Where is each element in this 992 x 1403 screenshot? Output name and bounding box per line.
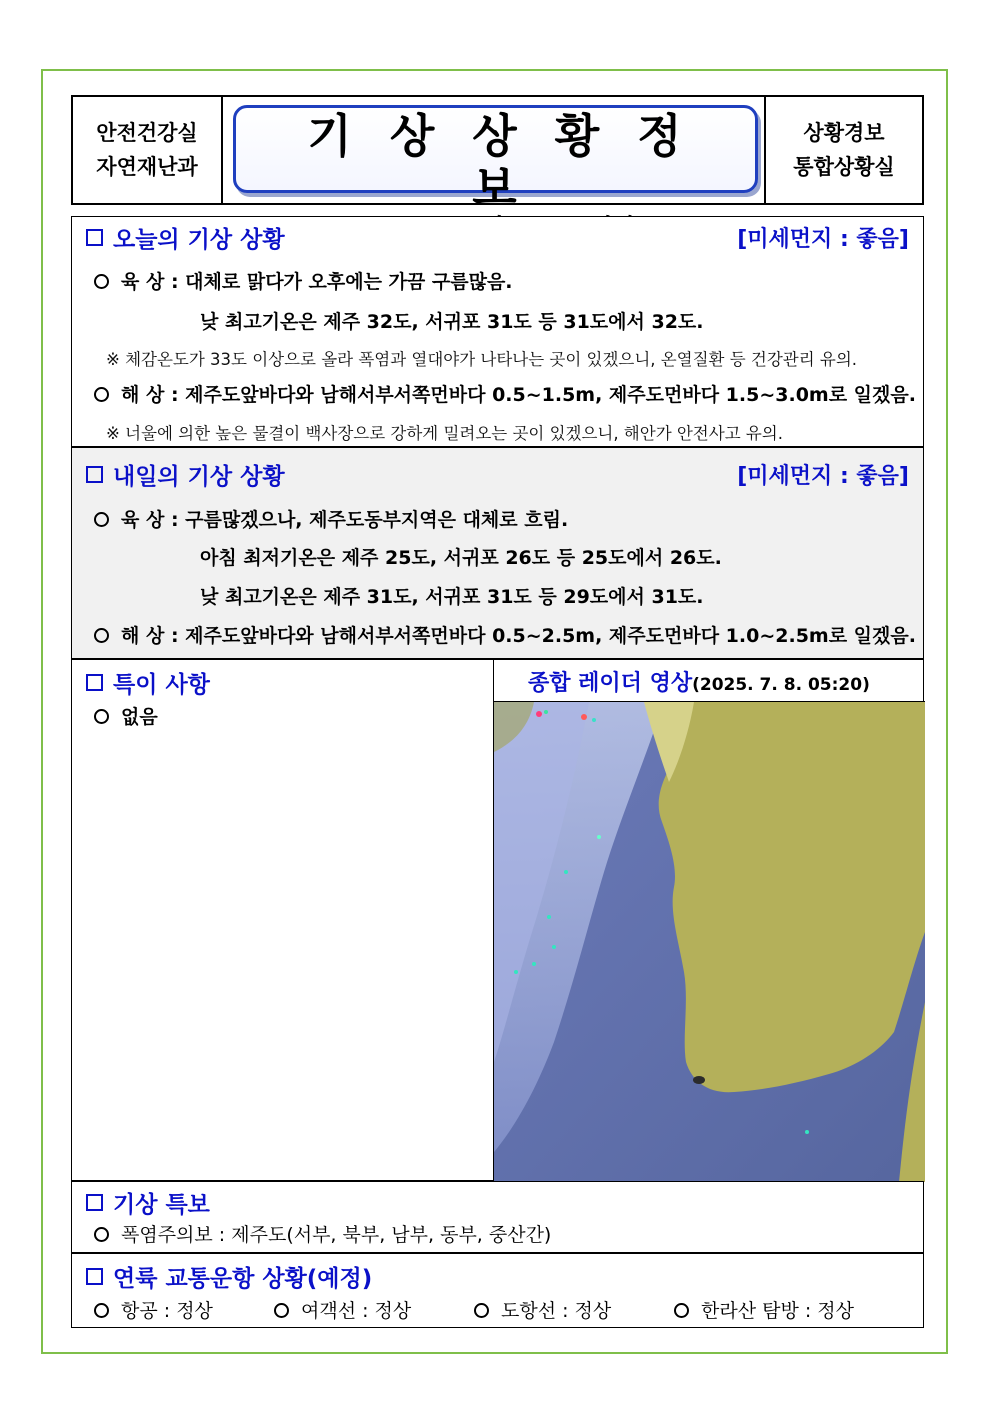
traffic-heading-text: 연륙 교통운항 상황(예정) — [113, 1266, 373, 1292]
traffic-item-hallasan — [674, 1296, 854, 1323]
tomorrow-sea-text: 제주도앞바다와 남해서부서쪽먼바다 0.5~2.5m, 제주도먼바다 1.0~2.5m로 일겠음. — [185, 625, 916, 647]
circle-bullet-icon — [274, 1303, 289, 1318]
circle-bullet-icon — [94, 628, 109, 643]
tomorrow-land — [94, 505, 568, 532]
dept-right-line1: 상황경보 — [803, 121, 885, 145]
circle-bullet-icon — [94, 1303, 109, 1318]
special-section — [71, 659, 924, 1181]
special-item — [94, 702, 158, 729]
tomorrow-land-max: 낮 최고기온은 제주 31도, 서귀포 31도 등 29도에서 31도. — [200, 586, 704, 608]
traffic-section — [71, 1253, 924, 1328]
radar-title-text: 종합 레이더 영상 — [528, 671, 693, 696]
traffic-item-air — [94, 1296, 213, 1323]
circle-bullet-icon — [94, 387, 109, 402]
today-sea-text: 제주도앞바다와 남해서부서쪽먼바다 0.5~1.5m, 제주도먼바다 1.5~3.0m로 일겠음. — [185, 384, 916, 406]
traffic-item-islandferry — [474, 1296, 611, 1323]
circle-bullet-icon — [94, 709, 109, 724]
today-note-1: ※ 체감온도가 33도 이상으로 올라 폭염과 열대야가 나타나는 곳이 있겠으니, 온열질환 등 건강관리 유의. — [106, 350, 858, 369]
radar-image — [494, 701, 925, 1182]
warning-item — [94, 1220, 551, 1247]
tomorrow-land-min: 아침 최저기온은 제주 25도, 서귀포 26도 등 25도에서 26도. — [200, 547, 722, 569]
special-item-text: 없음 — [121, 706, 158, 728]
traffic-ferry-text: 여객선 : 정상 — [301, 1300, 412, 1322]
tomorrow-heading-text: 내일의 기상 상황 — [113, 464, 285, 490]
traffic-air-text: 항공 : 정상 — [121, 1300, 213, 1322]
today-section — [71, 216, 924, 447]
circle-bullet-icon — [674, 1303, 689, 1318]
dept-right-line2: 통합상황실 — [793, 155, 895, 179]
circle-bullet-icon — [94, 274, 109, 289]
title-box — [233, 105, 758, 215]
today-heading — [86, 221, 285, 254]
header — [71, 95, 924, 215]
checkbox-icon — [86, 674, 103, 691]
checkbox-icon — [86, 466, 103, 483]
today-sea-label: 해 상 : — [121, 384, 179, 406]
tomorrow-dust: [미세먼지 : 좋음] — [737, 464, 909, 489]
today-note-2: ※ 너울에 의한 높은 물결이 백사장으로 강하게 밀려오는 곳이 있겠으니, 해안가 안전사고 유의. — [106, 424, 783, 443]
tomorrow-land-text: 구름많겠으나, 제주도동부지역은 대체로 흐림. — [185, 509, 569, 531]
warning-item-text: 폭염주의보 : 제주도(서부, 북부, 남부, 동부, 중산간) — [121, 1224, 552, 1246]
warning-heading-text: 기상 특보 — [113, 1192, 210, 1218]
special-heading — [86, 666, 210, 699]
radar-map — [494, 702, 925, 1182]
checkbox-icon — [86, 229, 103, 246]
dept-right — [764, 97, 922, 203]
tomorrow-heading — [86, 458, 285, 491]
dept-left — [73, 97, 223, 203]
today-dust: [미세먼지 : 좋음] — [737, 227, 909, 252]
tomorrow-sea — [94, 621, 916, 648]
tomorrow-section — [71, 447, 924, 659]
today-sea — [94, 380, 916, 407]
radar-title — [528, 666, 870, 697]
dept-left-line1: 안전건강실 — [96, 121, 198, 145]
today-land-label: 육 상 : — [121, 271, 179, 293]
dept-left-line2: 자연재난과 — [96, 155, 198, 179]
special-heading-text: 특이 사항 — [113, 672, 210, 698]
today-land-temp: 낮 최고기온은 제주 32도, 서귀포 31도 등 31도에서 32도. — [200, 311, 704, 333]
today-land — [94, 267, 513, 294]
page-title: 기상상황정보 — [307, 109, 720, 215]
warning-section — [71, 1181, 924, 1253]
circle-bullet-icon — [94, 1227, 109, 1242]
circle-bullet-icon — [94, 512, 109, 527]
tomorrow-land-label: 육 상 : — [121, 509, 179, 531]
warning-heading — [86, 1186, 210, 1219]
traffic-islandferry-text: 도항선 : 정상 — [501, 1300, 612, 1322]
tomorrow-sea-label: 해 상 : — [121, 625, 179, 647]
checkbox-icon — [86, 1268, 103, 1285]
traffic-hallasan-text: 한라산 탐방 : 정상 — [701, 1300, 854, 1322]
checkbox-icon — [86, 1194, 103, 1211]
today-heading-text: 오늘의 기상 상황 — [113, 227, 285, 253]
traffic-item-ferry — [274, 1296, 411, 1323]
today-land-text: 대체로 맑다가 오후에는 가끔 구름많음. — [185, 271, 513, 293]
circle-bullet-icon — [474, 1303, 489, 1318]
radar-time: (2025. 7. 8. 05:20) — [692, 675, 870, 695]
traffic-heading — [86, 1260, 372, 1293]
